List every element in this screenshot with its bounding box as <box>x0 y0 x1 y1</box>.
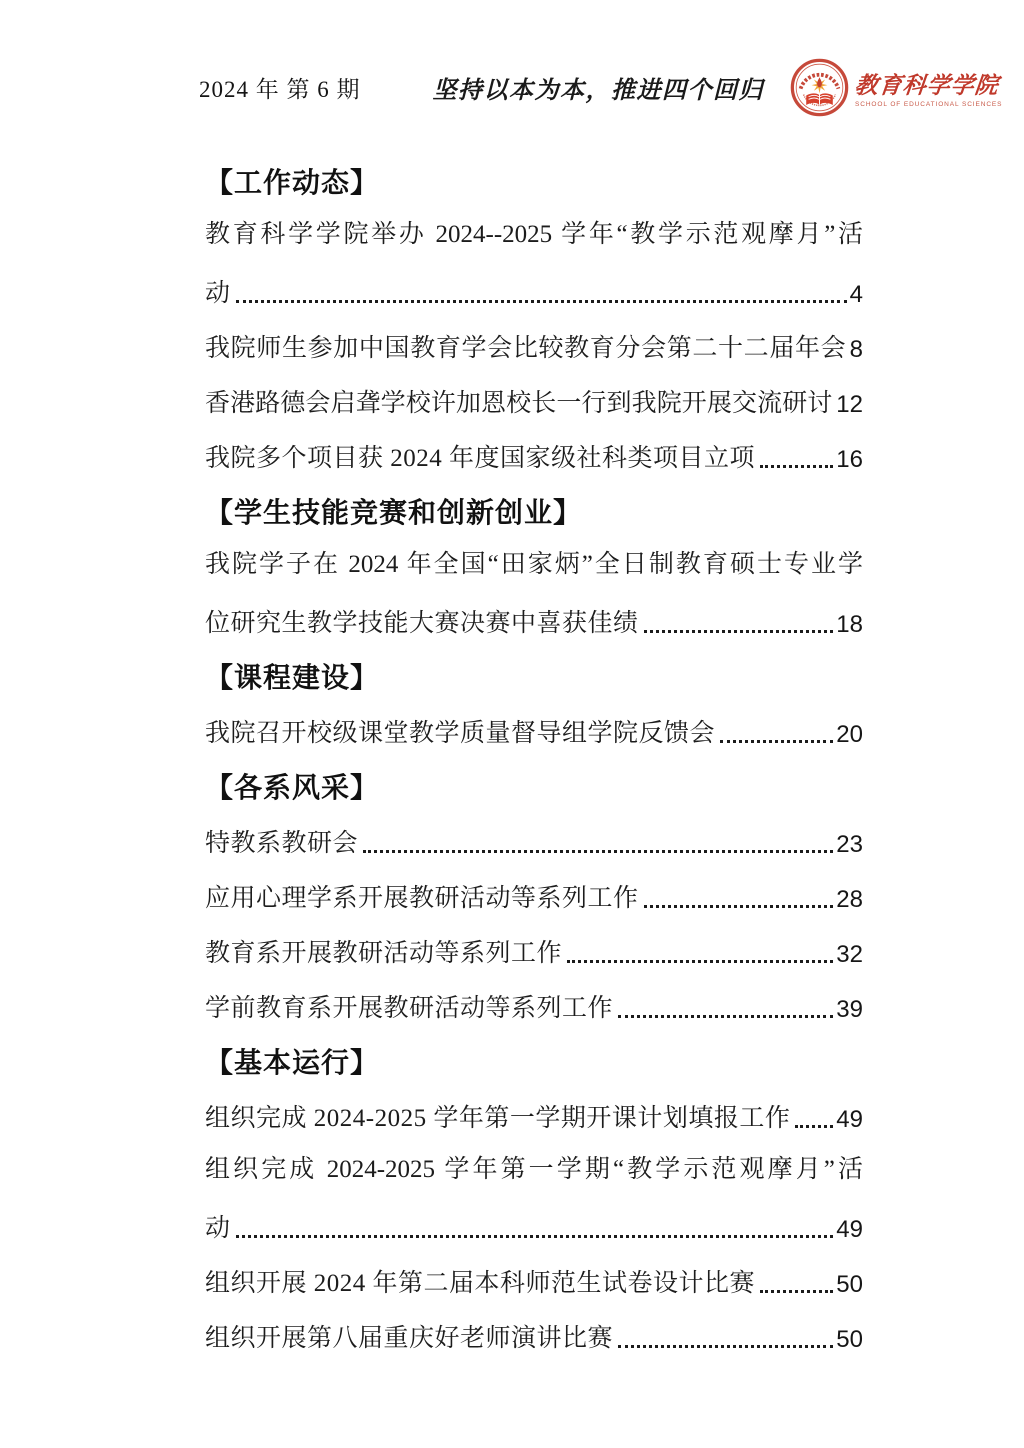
college-logo <box>790 58 1002 117</box>
slogan: 坚持以本为本，推进四个回归 <box>432 77 764 104</box>
toc-section-title: 【课程建设】 <box>205 662 380 693</box>
page-number: 50 <box>836 1271 863 1298</box>
toc-section <box>205 647 863 702</box>
dot-leader <box>644 905 834 908</box>
dot-leader <box>720 740 833 743</box>
toc-entry <box>205 922 863 977</box>
toc-entry-text: 组织开展第八届重庆好老师演讲比赛 <box>205 1325 614 1352</box>
page-number: 39 <box>836 996 863 1023</box>
toc-section-title: 【基本运行】 <box>205 1047 380 1078</box>
dot-leader <box>236 1235 834 1238</box>
toc-entry <box>205 1252 863 1307</box>
logo-text-block <box>855 67 1002 108</box>
toc-section-title: 【学生技能竞赛和创新创业】 <box>205 497 583 528</box>
page-number: 8 <box>849 336 863 363</box>
toc-entry-text: 组织开展 2024 年第二届本科师范生试卷设计比赛 <box>205 1270 756 1297</box>
toc-entry-text: 特教系教研会 <box>205 830 359 857</box>
toc-entry-text: 组织完成 2024-2025 学年第一学期开课计划填报工作 <box>205 1105 791 1132</box>
toc-entry-wrapped-line <box>205 537 863 592</box>
page-number: 4 <box>849 281 863 308</box>
toc-entry <box>205 592 863 647</box>
toc-entry <box>205 317 863 372</box>
page-number: 49 <box>836 1216 863 1243</box>
page-header <box>199 56 1003 118</box>
page-number: 32 <box>836 941 863 968</box>
toc-entry <box>205 262 863 317</box>
toc-entry-text: 我院师生参加中国教育学会比较教育分会第二十二届年会 <box>205 335 846 362</box>
dot-leader <box>618 1345 833 1348</box>
toc-entry-text: 教育科学学院举办 2024--2025 学年“教学示范观摩月”活 <box>205 221 863 248</box>
toc-entry <box>205 372 863 427</box>
toc-entry-text: 位研究生教学技能大赛决赛中喜获佳绩 <box>205 610 639 637</box>
page-number: 50 <box>836 1326 863 1353</box>
toc-entry <box>205 1307 863 1362</box>
page-number: 12 <box>836 391 863 418</box>
toc-entry <box>205 977 863 1032</box>
dot-leader <box>363 850 833 853</box>
dot-leader <box>760 1290 833 1293</box>
page-number: 16 <box>836 446 863 473</box>
toc-entry <box>205 702 863 757</box>
toc-section <box>205 757 863 812</box>
toc-section <box>205 152 863 207</box>
college-emblem-icon <box>790 58 849 117</box>
toc-entry-text: 我院学子在 2024 年全国“田家炳”全日制教育硕士专业学 <box>205 551 863 578</box>
dot-leader <box>567 960 833 963</box>
dot-leader <box>644 630 834 633</box>
toc-entry-text: 我院召开校级课堂教学质量督导组学院反馈会 <box>205 720 716 747</box>
page-number: 18 <box>836 611 863 638</box>
dot-leader <box>760 465 833 468</box>
toc-entry-text: 香港路德会启聋学校许加恩校长一行到我院开展交流研讨 <box>205 390 833 417</box>
toc-section-title: 【工作动态】 <box>205 167 380 198</box>
toc-entry-text: 教育系开展教研活动等系列工作 <box>205 940 563 967</box>
issue-number: 2024 年 第 6 期 <box>199 76 361 102</box>
toc-entry-text: 应用心理学系开展教研活动等系列工作 <box>205 885 639 912</box>
toc-entry-wrapped-line <box>205 207 863 262</box>
toc-entry-text: 学前教育系开展教研活动等系列工作 <box>205 995 614 1022</box>
toc-entry-text: 动 <box>205 1215 231 1242</box>
page-number: 23 <box>836 831 863 858</box>
toc-entry <box>205 1087 863 1142</box>
toc-section-title: 【各系风采】 <box>205 772 380 803</box>
toc-entry-wrapped-line <box>205 1142 863 1197</box>
dot-leader <box>236 300 847 303</box>
page-number: 28 <box>836 886 863 913</box>
toc-section <box>205 482 863 537</box>
toc-entry-text: 动 <box>205 280 231 307</box>
logo-title-en: SCHOOL OF EDUCATIONAL SCIENCES <box>855 100 1003 108</box>
page-number: 49 <box>836 1106 863 1133</box>
logo-title-cn: 教育科学学院 <box>853 72 1001 98</box>
dot-leader <box>795 1125 833 1128</box>
page-number: 20 <box>836 721 863 748</box>
toc-entry <box>205 867 863 922</box>
toc-entry <box>205 1197 863 1252</box>
dot-leader <box>618 1015 833 1018</box>
toc-entry-text: 我院多个项目获 2024 年度国家级社科类项目立项 <box>205 445 756 472</box>
toc <box>205 152 863 1362</box>
toc-entry <box>205 812 863 867</box>
toc-entry-text: 组织完成 2024-2025 学年第一学期“教学示范观摩月”活 <box>205 1156 863 1183</box>
toc-entry <box>205 427 863 482</box>
toc-section <box>205 1032 863 1087</box>
